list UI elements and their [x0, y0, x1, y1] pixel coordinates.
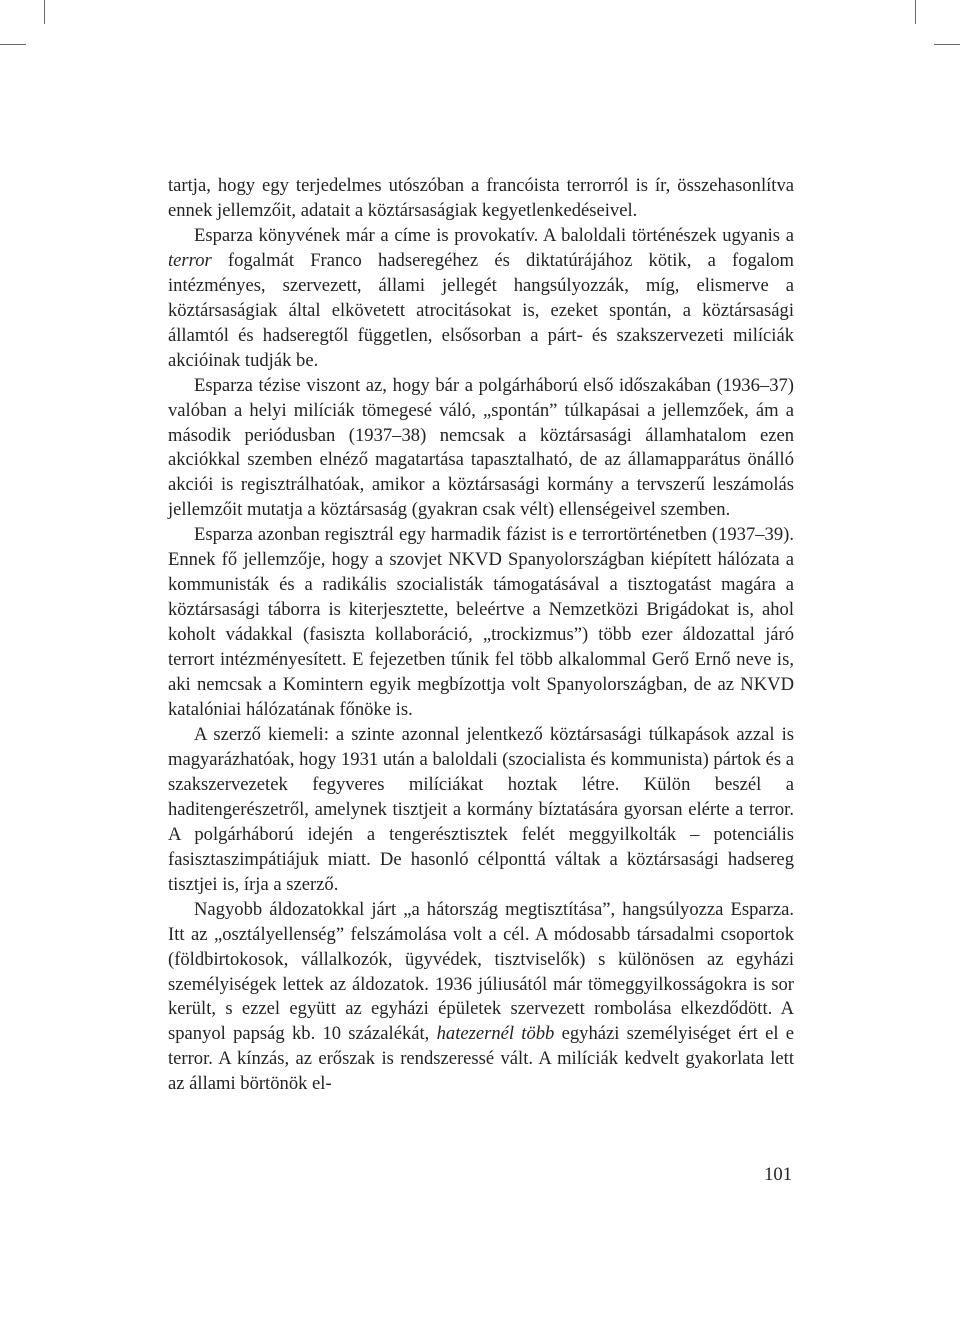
text-run: egyházi személyiséget ért el e terror. A kínzás, az erőszak is rendszeressé vált. A milíciák kedvelt gyakorlata lett az állami börtönök el- — [168, 1023, 794, 1095]
paragraph — [168, 523, 794, 723]
italic-text-run: hatezernél több — [436, 1023, 555, 1045]
text-run: Nagyobb áldozatokkal járt „a hátország megtisztítása”, hangsúlyozza Esparza. Itt az „osztályellenség” felszámolása volt a cél. A módosabb társadalmi csoportok (földbirtokosok, vállalkozók, ügyvédek, tisztviselők) s különösen az egyházi személyiségek lettek az áldozatok. 1936 júliusától már tömeggyilkosságokra is sor került, s ezzel együtt az egyházi épületek szervezett rombolása elkezdődött. A spanyol papság kb. 10 százalékát, — [168, 898, 794, 1045]
text-run: A szerző kiemeli: a szinte azonnal jelentkező köztársasági túlkapások azzal is magyarázhatóak, hogy 1931 után a baloldali (szocialista és kommunista) pártok és a szakszervezetek fegyveres milíciákat hoztak létre. Külön beszél a haditengerészetről, amelynek tisztjeit a kormány bíztatására gyorsan elérte a terror. A polgárháború idején a tengerésztisztek felét meggyilkolták – potenciális fasisztaszimpátiájuk miatt. De hasonló célponttá váltak a köztársasági hadsereg tisztjei is, írja a szerző. — [168, 723, 794, 895]
paragraph — [168, 174, 794, 224]
text-run: Esparza tézise viszont az, hogy bár a polgárháború első időszakában (1936–37) valóban a helyi milíciák tömegesé váló, „spontán” túlkapásai a jellemzőek, ám a második periódusban (1937–38) nemcsak a köztársasági államhatalom ezen akciókkal szemben elnéző magatartása tapasztalható, de az államapparátus önálló akciói is regisztrálhatóak, amikor a köztársasági kormány a tervszerű leszámolás jellemzőit mutatja a köztársaság (gyakran csak vélt) ellenségeivel szemben. — [168, 374, 794, 521]
crop-mark-top-right-vertical — [915, 0, 916, 24]
page-number: 101 — [764, 1164, 792, 1185]
paragraph — [168, 723, 794, 898]
crop-mark-top-left-vertical — [44, 0, 45, 24]
paragraph — [168, 374, 794, 524]
text-run: fogalmát Franco hadseregéhez és diktatúrájához kötik, a fogalom intézményes, szervezett, állami jellegét hangsúlyozzák, míg, elismerve a köztársaságiak által elkövetett atrocitásokat is, ezeket spontán, a köztársasági államtól és hadseregtől független, elsősorban a párt- és szakszervezeti milíciák akcióinak tudják be. — [168, 249, 794, 371]
text-run: tartja, hogy egy terjedelmes utószóban a francóista terrorról is ír, összehasonlítva ennek jellemzőit, adatait a köztársaságiak kegyetlenkedéseivel. — [168, 175, 794, 221]
crop-mark-top-left-horizontal — [0, 44, 26, 45]
paragraph — [168, 224, 794, 374]
body-text — [168, 174, 794, 1097]
text-run: Esparza azonban regisztrál egy harmadik fázist is e terrortörténetben (1937–39). Ennek fő jellemzője, hogy a szovjet NKVD Spanyolországban kiépített hálózata a kommunisták és a radikális szocialisták támogatásával a tisztogatást magára a köztársasági táborra is kiterjesztette, beleértve a Nemzetközi Brigádokat is, ahol koholt vádakkal (fasiszta kollaboráció, „trockizmus”) több ezer áldozattal járó terrort intézményesített. E fejezetben tűnik fel több alkalommal Gerő Ernő neve is, aki nemcsak a Komintern egyik megbízottja volt Spanyolországban, de az NKVD katalóniai hálózatának főnöke is. — [168, 524, 794, 721]
crop-mark-top-right-horizontal — [934, 44, 960, 45]
text-run: Esparza könyvének már a címe is provokatív. A baloldali történészek ugyanis a — [194, 224, 794, 246]
paragraph — [168, 898, 794, 1098]
italic-text-run: terror — [168, 249, 212, 271]
